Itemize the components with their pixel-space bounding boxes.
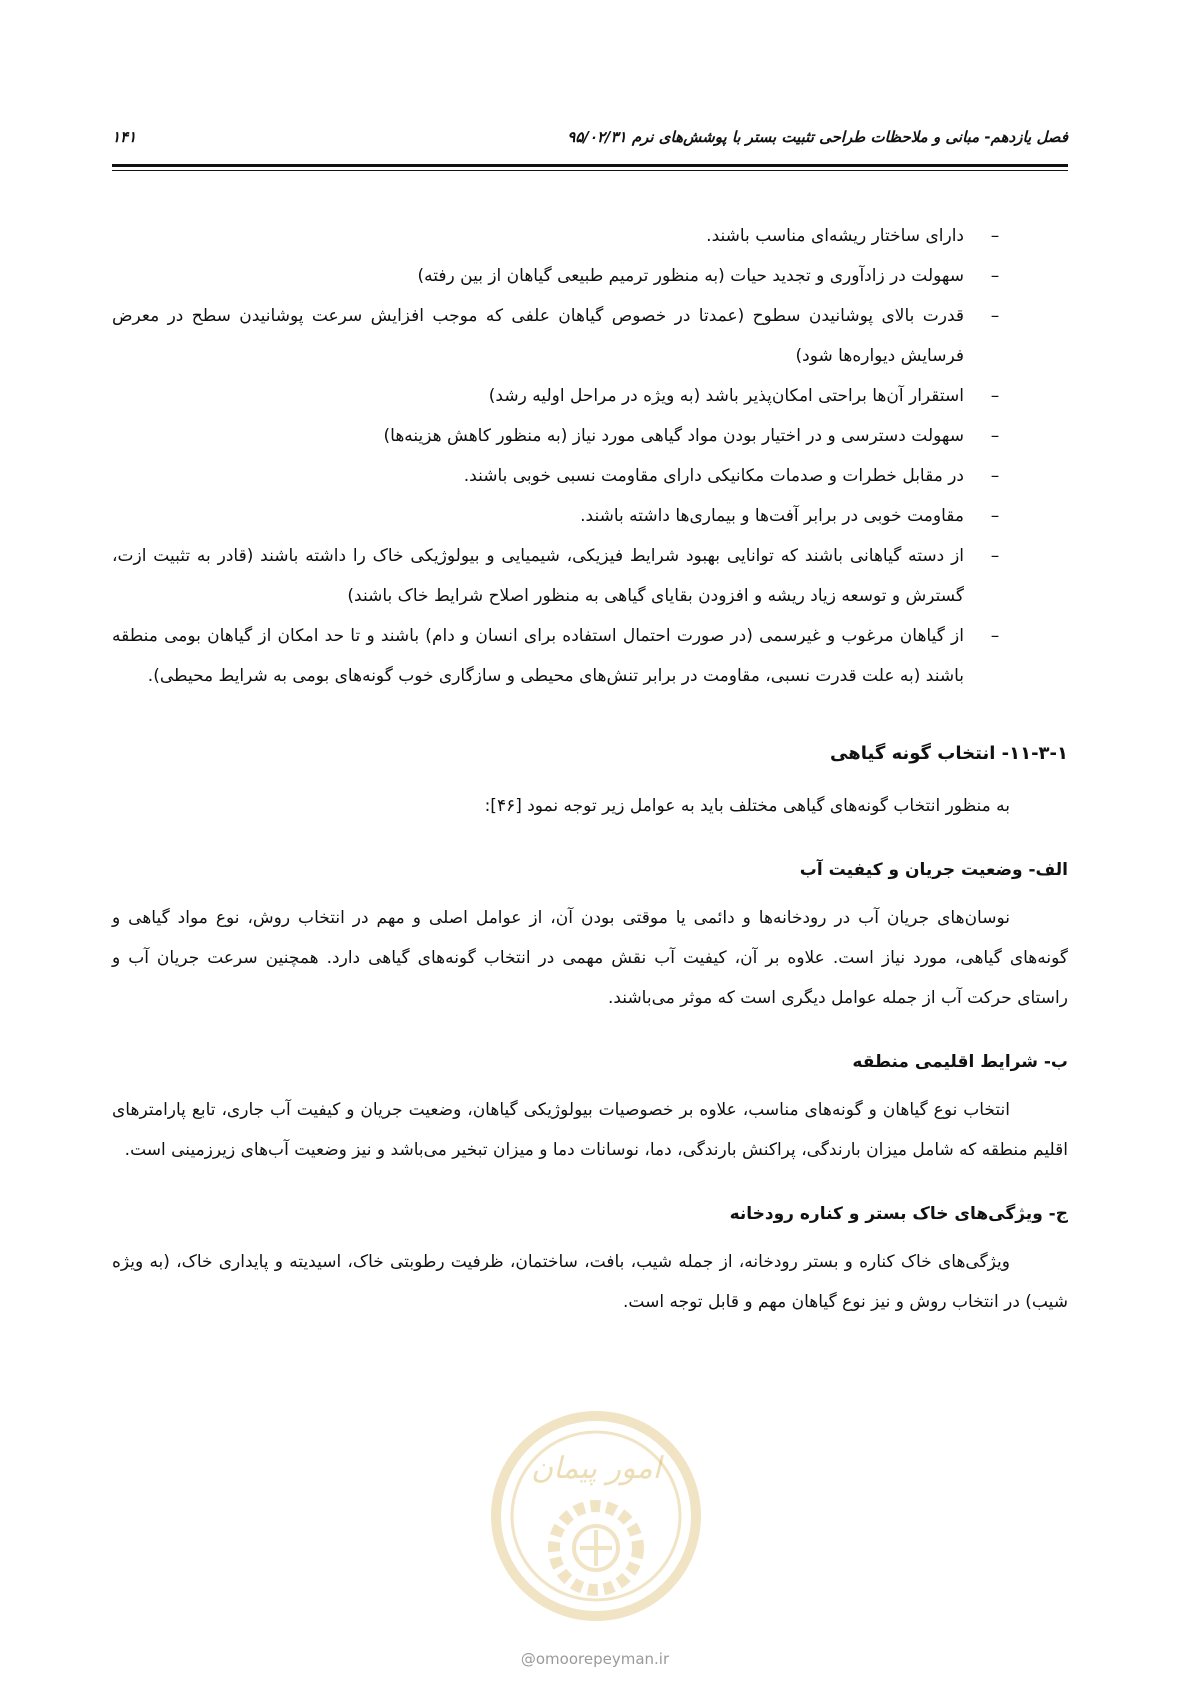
dash-bullet: –: [990, 226, 1000, 246]
list-item-text: از دسته گیاهانی باشند که توانایی بهبود شرایط فیزیکی، شیمیایی و بیولوژیکی خاک را داشته باشند (قادر به تثبیت ازت، گسترش و توسعه زیاد ریشه و افزودن بقایای گیاهی به منظور اصلاح شرایط خاک باشند): [112, 546, 964, 606]
section-heading: ۱۱-۳-۱- انتخاب گونه گیاهی: [830, 743, 1068, 764]
page-content: [112, 216, 1068, 1322]
list-item-text: از گیاهان مرغوب و غیرسمی (در صورت احتمال استفاده برای انسان و دام) باشند و تا حد امکان از گیاهان بومی منطقه باشند (به علت قدرت نسبی، مقاومت در برابر تنش‌های محیطی و سازگاری خوب گونه‌های بومی به شرایط محیطی).: [112, 626, 964, 686]
dash-bullet: –: [990, 626, 1000, 646]
criteria-list: [112, 216, 1068, 696]
list-item-text: سهولت در زادآوری و تجدید حیات (به منظور ترمیم طبیعی گیاهان از بین رفته): [417, 266, 964, 286]
dash-bullet: –: [990, 466, 1000, 486]
section-intro: به منظور انتخاب گونه‌های گیاهی مختلف باید به عوامل زیر توجه نمود [۴۶]:: [484, 796, 1010, 816]
watermark-logo-text: امور پیمان: [531, 1451, 661, 1486]
page-number: ۱۴۱: [112, 128, 137, 146]
list-item: [112, 376, 1068, 416]
list-item-text: دارای ساختار ریشه‌ای مناسب باشند.: [706, 226, 964, 246]
list-item: [112, 256, 1068, 296]
header-rule-thin: [112, 170, 1068, 171]
list-item: [112, 296, 1068, 376]
dash-bullet: –: [990, 426, 1000, 446]
running-header: [112, 128, 1068, 158]
dash-bullet: –: [990, 306, 1000, 326]
list-item: [112, 456, 1068, 496]
watermark-logo: [488, 1408, 704, 1624]
dash-bullet: –: [990, 266, 1000, 286]
chapter-title: فصل یازدهم- مبانی و ملاحظات طراحی تثبیت بستر با پوشش‌های نرم ۹۵/۰۲/۳۱: [567, 128, 1068, 146]
dash-bullet: –: [990, 386, 1000, 406]
subsection-text-climate: انتخاب نوع گیاهان و گونه‌های مناسب، علاوه بر خصوصیات بیولوژیکی گیاهان، وضعیت جریان و کیفیت آب جاری، تابع پارامترهای اقلیم منطقه که شامل میزان بارندگی، پراکنش بارندگی، دما، نوسانات دما و میزان تبخیر می‌باشد و نیز وضعیت آب‌های زیرزمینی است.: [112, 1100, 1068, 1160]
list-item-text: قدرت بالای پوشانیدن سطوح (عمدتا در خصوص گیاهان علفی که موجب افزایش سرعت پوشانیدن سطح در معرض فرسایش دیواره‌ها شود): [112, 306, 964, 366]
list-item: [112, 616, 1068, 696]
watermark-site-text: omoorepeyman.ir: [535, 1650, 670, 1668]
list-item-text: مقاومت خوبی در برابر آفت‌ها و بیماری‌ها داشته باشند.: [580, 506, 964, 526]
list-item: [112, 416, 1068, 456]
list-item-text: استقرار آن‌ها براحتی امکان‌پذیر باشد (به ویژه در مراحل اولیه رشد): [488, 386, 964, 406]
list-item: [112, 536, 1068, 616]
list-item-text: سهولت دسترسی و در اختیار بودن مواد گیاهی مورد نیاز (به منظور کاهش هزینه‌ها): [383, 426, 964, 446]
subsection-heading-water: الف- وضعیت جریان و کیفیت آب: [799, 860, 1068, 880]
header-rule-thick: [112, 164, 1068, 167]
subsection-text-soil: ویژگی‌های خاک کناره و بستر رودخانه، از جمله شیب، بافت، ساختمان، ظرفیت رطوبتی خاک، اسیدیته و پایداری خاک، (به ویژه شیب) در انتخاب روش و نیز نوع گیاهان مهم و قابل توجه است.: [112, 1252, 1068, 1312]
subsection-text-water: نوسان‌های جریان آب در رودخانه‌ها و دائمی یا موقتی بودن آن، از عوامل اصلی و مهم در انتخاب روش، نوع مواد گیاهی و گونه‌های گیاهی، مورد نیاز است. علاوه بر آن، کیفیت آب نقش مهمی در انتخاب گونه‌های گیاهی دارد. همچنین سرعت جریان آب و راستای حرکت آب از جمله عوامل دیگری است که موثر می‌باشند.: [112, 908, 1068, 1008]
watermark-site: [500, 1650, 690, 1668]
list-item: [112, 496, 1068, 536]
list-item: [112, 216, 1068, 256]
watermark-at-icon: @: [520, 1650, 536, 1668]
dash-bullet: –: [990, 506, 1000, 526]
list-item-text: در مقابل خطرات و صدمات مکانیکی دارای مقاومت نسبی خوبی باشند.: [463, 466, 964, 486]
watermark-seal-icon: [488, 1408, 704, 1624]
dash-bullet: –: [990, 546, 1000, 566]
subsection-heading-climate: ب- شرایط اقلیمی منطقه: [852, 1052, 1068, 1072]
subsection-heading-soil: ج- ویژگی‌های خاک بستر و کناره رودخانه: [729, 1204, 1068, 1224]
